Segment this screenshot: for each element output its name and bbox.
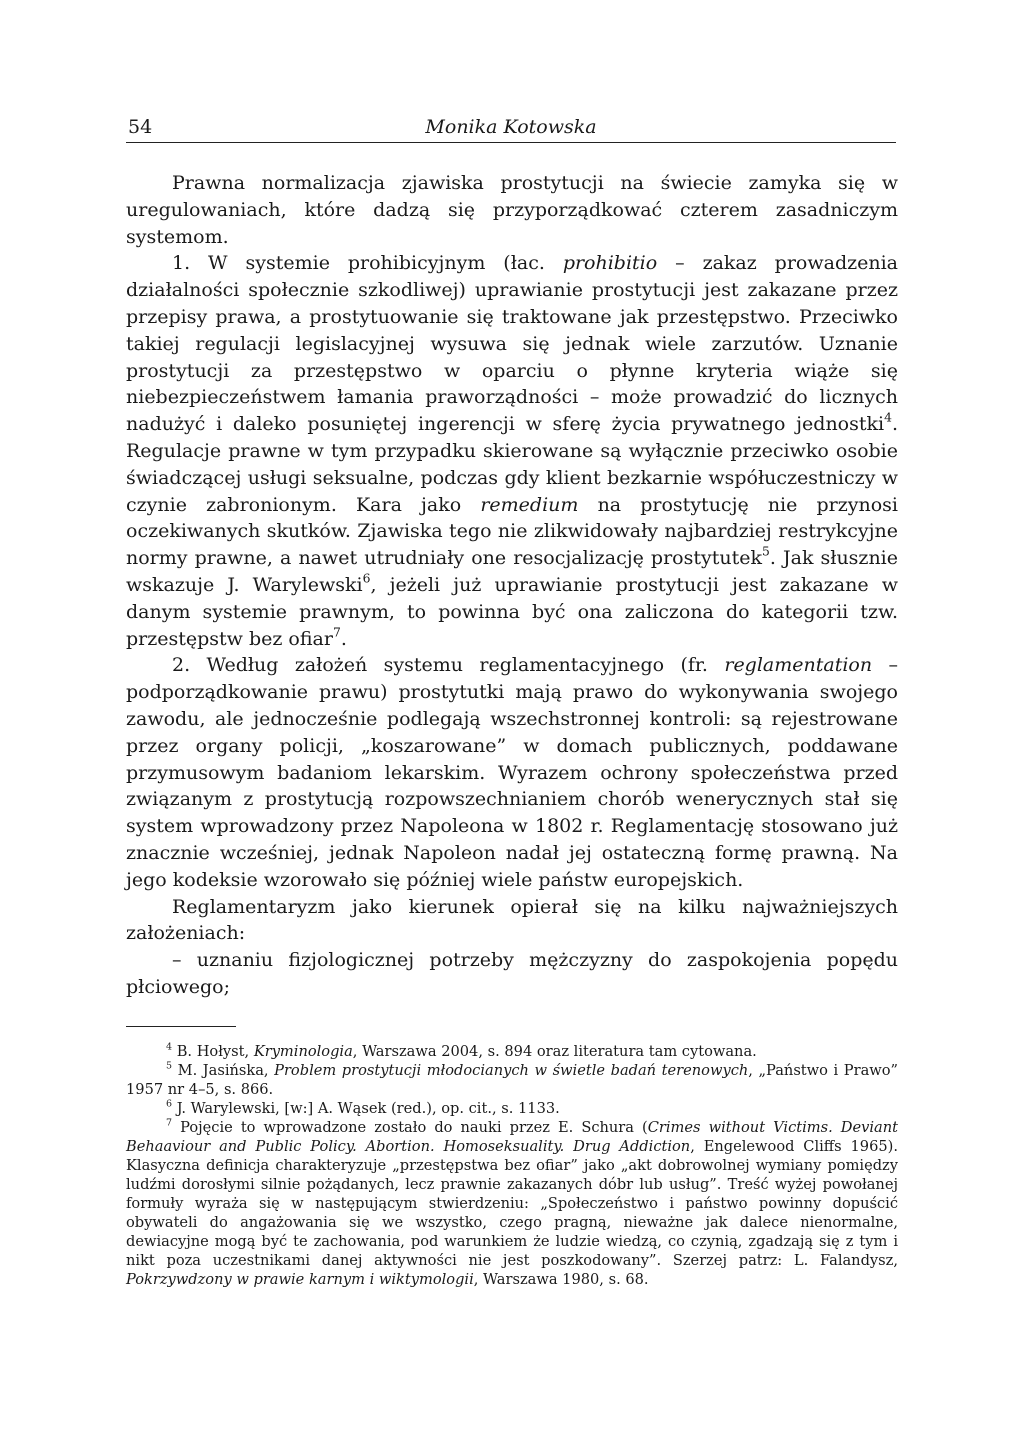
book-title: Crimes without Victims. Deviant Behaaviour and Public Policy. Abortion. Homoseksuality. Drug Addiction — [126, 1119, 899, 1155]
text-run: , „Państwo i Prawo” 1957 nr 4–5, s. 866. — [126, 1062, 899, 1098]
footnote-ref-6: 6 — [362, 571, 371, 586]
text-run: , Engelewood Cliffs 1965). Klasyczna definicja charakteryzuje „przestępstwa bez ofiar” jako „akt dobrowolnej wymiany pomiędzy ludźmi dorosłymi silnie pożądanych, lecz prawnie zakazanych dóbr lub usług”. Treść wyżej powołanej formuły wyraża się w następującym stwierdzeniu: „Społeczeństwo i państwo powinny dopuścić obywateli do angażowania się we wszystko, czego pragną, nieważne jak dalece nienormalne, dewiacyjne mogą być te zachowania, pod warunkiem że ludzie wiedzą, co czynią, zgadzają się z tym i nikt poza uczestnikami danej aktywności nie jest poszkodowany”. Szerzej patrz: L. Falandysz, — [126, 1138, 898, 1269]
book-title: Pokrzywdzony w prawie karnym i wiktymologii — [126, 1271, 474, 1288]
text-run: Reglamentaryzm jako kierunek opierał się na kilku najważniejszych założeniach: — [126, 895, 898, 945]
footnotes — [126, 1042, 898, 1289]
text-run: Pojęcie to wprowadzone zostało do nauki przez E. Schura ( — [180, 1119, 648, 1136]
text-run: . — [340, 627, 347, 650]
text-run: – podporządkowanie prawu) prostytutki mają prawo do wykonywania swojego zawodu, ale jednocześnie podlegają wszechstronnej kontroli: są rejestrowane przez organy policji, „koszarowane” w domach publicznych, poddawane przymusowym badaniom lekarskim. Wyrazem ochrony społeczeństwa przed związanym z prostytucją rozpowszechnianiem chorób wenerycznych stał się system wprowadzony przez Napoleona w 1802 r. Reglamentację stosowano już znacznie wcześniej, jednak Napoleon nadał jej ostateczną formę prawną. Na jego kodeksie wzorowało się później wiele państw europejskich. — [126, 654, 898, 891]
paragraph-assumptions — [126, 894, 898, 948]
latin-term: remedium — [480, 493, 579, 516]
footnote-divider — [126, 1026, 236, 1027]
text-run: , Warszawa 1980, s. 68. — [473, 1271, 649, 1288]
text-run: M. Jasińska, — [177, 1062, 269, 1079]
footnote-ref-7: 7 — [332, 624, 341, 639]
text-run: . Jak słusznie wskazuje J. Warylewski — [126, 547, 899, 596]
footnote-mark: 5 — [166, 1060, 173, 1072]
footnote-ref-5: 5 — [762, 544, 770, 559]
book-title: Kryminologia — [253, 1043, 353, 1060]
main-text — [126, 170, 898, 1001]
footnote-7 — [126, 1118, 898, 1289]
footnote-mark: 4 — [166, 1041, 173, 1053]
text-run: – zakaz prowadzenia działalności społecznie szkodliwej) uprawianie prostytucji jest zakazane przez przepisy prawa, a prostytuowanie się traktowane jak przestępstwo. Przeciwko takiej regulacji legislacyjnej wysuwa się jednak wiele zarzutów. Uznanie prostytucji za przestępstwo w oparciu o płynne kryteria wiąże się niebezpieczeństwem łamania praworządności – może prowadzić do licznych nadużyć i daleko posuniętej ingerencji w sferę życia prywatnego jednostki — [126, 252, 899, 436]
text-run: 1. W systemie prohibicyjnym (łac. — [172, 252, 545, 275]
french-term: reglamentation — [724, 654, 873, 677]
text-run: B. Hołyst, — [176, 1043, 250, 1060]
text-run: J. Warylewski, [w:] A. Wąsek (red.), op. cit., s. 1133. — [176, 1100, 560, 1117]
text-run: Prawna normalizacja zjawiska prostytucji na świecie zamyka się w uregulowaniach, które dadzą się przyporządkować czterem zasadniczym systemom. — [126, 172, 898, 248]
paragraph-prohibition — [126, 250, 898, 652]
text-run: . Regulacje prawne w tym przypadku skierowane są wyłącznie przeciwko osobie świadczącej usługi seksualne, podczas gdy klient bezkarnie współuczestniczy w czynie zabronionym. Kara jako — [126, 413, 898, 516]
text-run: 2. Według założeń systemu reglamentacyjnego (fr. — [172, 654, 708, 677]
footnote-ref-4: 4 — [884, 410, 892, 425]
footnote-mark: 6 — [166, 1098, 173, 1110]
footnote-6 — [126, 1099, 898, 1118]
text-run: , Warszawa 2004, s. 894 oraz literatura tam cytowana. — [352, 1043, 757, 1060]
running-author: Monika Kotowska — [425, 116, 597, 138]
latin-term: prohibitio — [562, 252, 658, 275]
text-run: – uznaniu fizjologicznej potrzeby mężczyzny do zaspokojenia popędu płciowego; — [126, 949, 898, 998]
running-header — [126, 114, 896, 143]
paragraph-intro — [126, 170, 898, 250]
footnote-4 — [126, 1042, 898, 1061]
footnote-5 — [126, 1061, 898, 1099]
text-run: , jeżeli już uprawianie prostytucji jest zakazane w danym systemie prawnym, to powinna być ona zaliczona do kategorii tzw. przestępstw bez ofiar — [126, 573, 898, 650]
footnote-mark: 7 — [166, 1117, 173, 1129]
page-number: 54 — [128, 116, 153, 138]
text-run: na prostytucję nie przynosi oczekiwanych skutków. Zjawiska tego nie zlikwidowały najbardziej restrykcyjne normy prawne, a nawet utrudniały one resocjalizację prostytutek — [126, 493, 898, 570]
paragraph-reglementation — [126, 652, 898, 893]
paragraph-list-item — [126, 947, 898, 1001]
article-title: Problem prostytucji młodocianych w świetle badań terenowych — [274, 1062, 749, 1079]
